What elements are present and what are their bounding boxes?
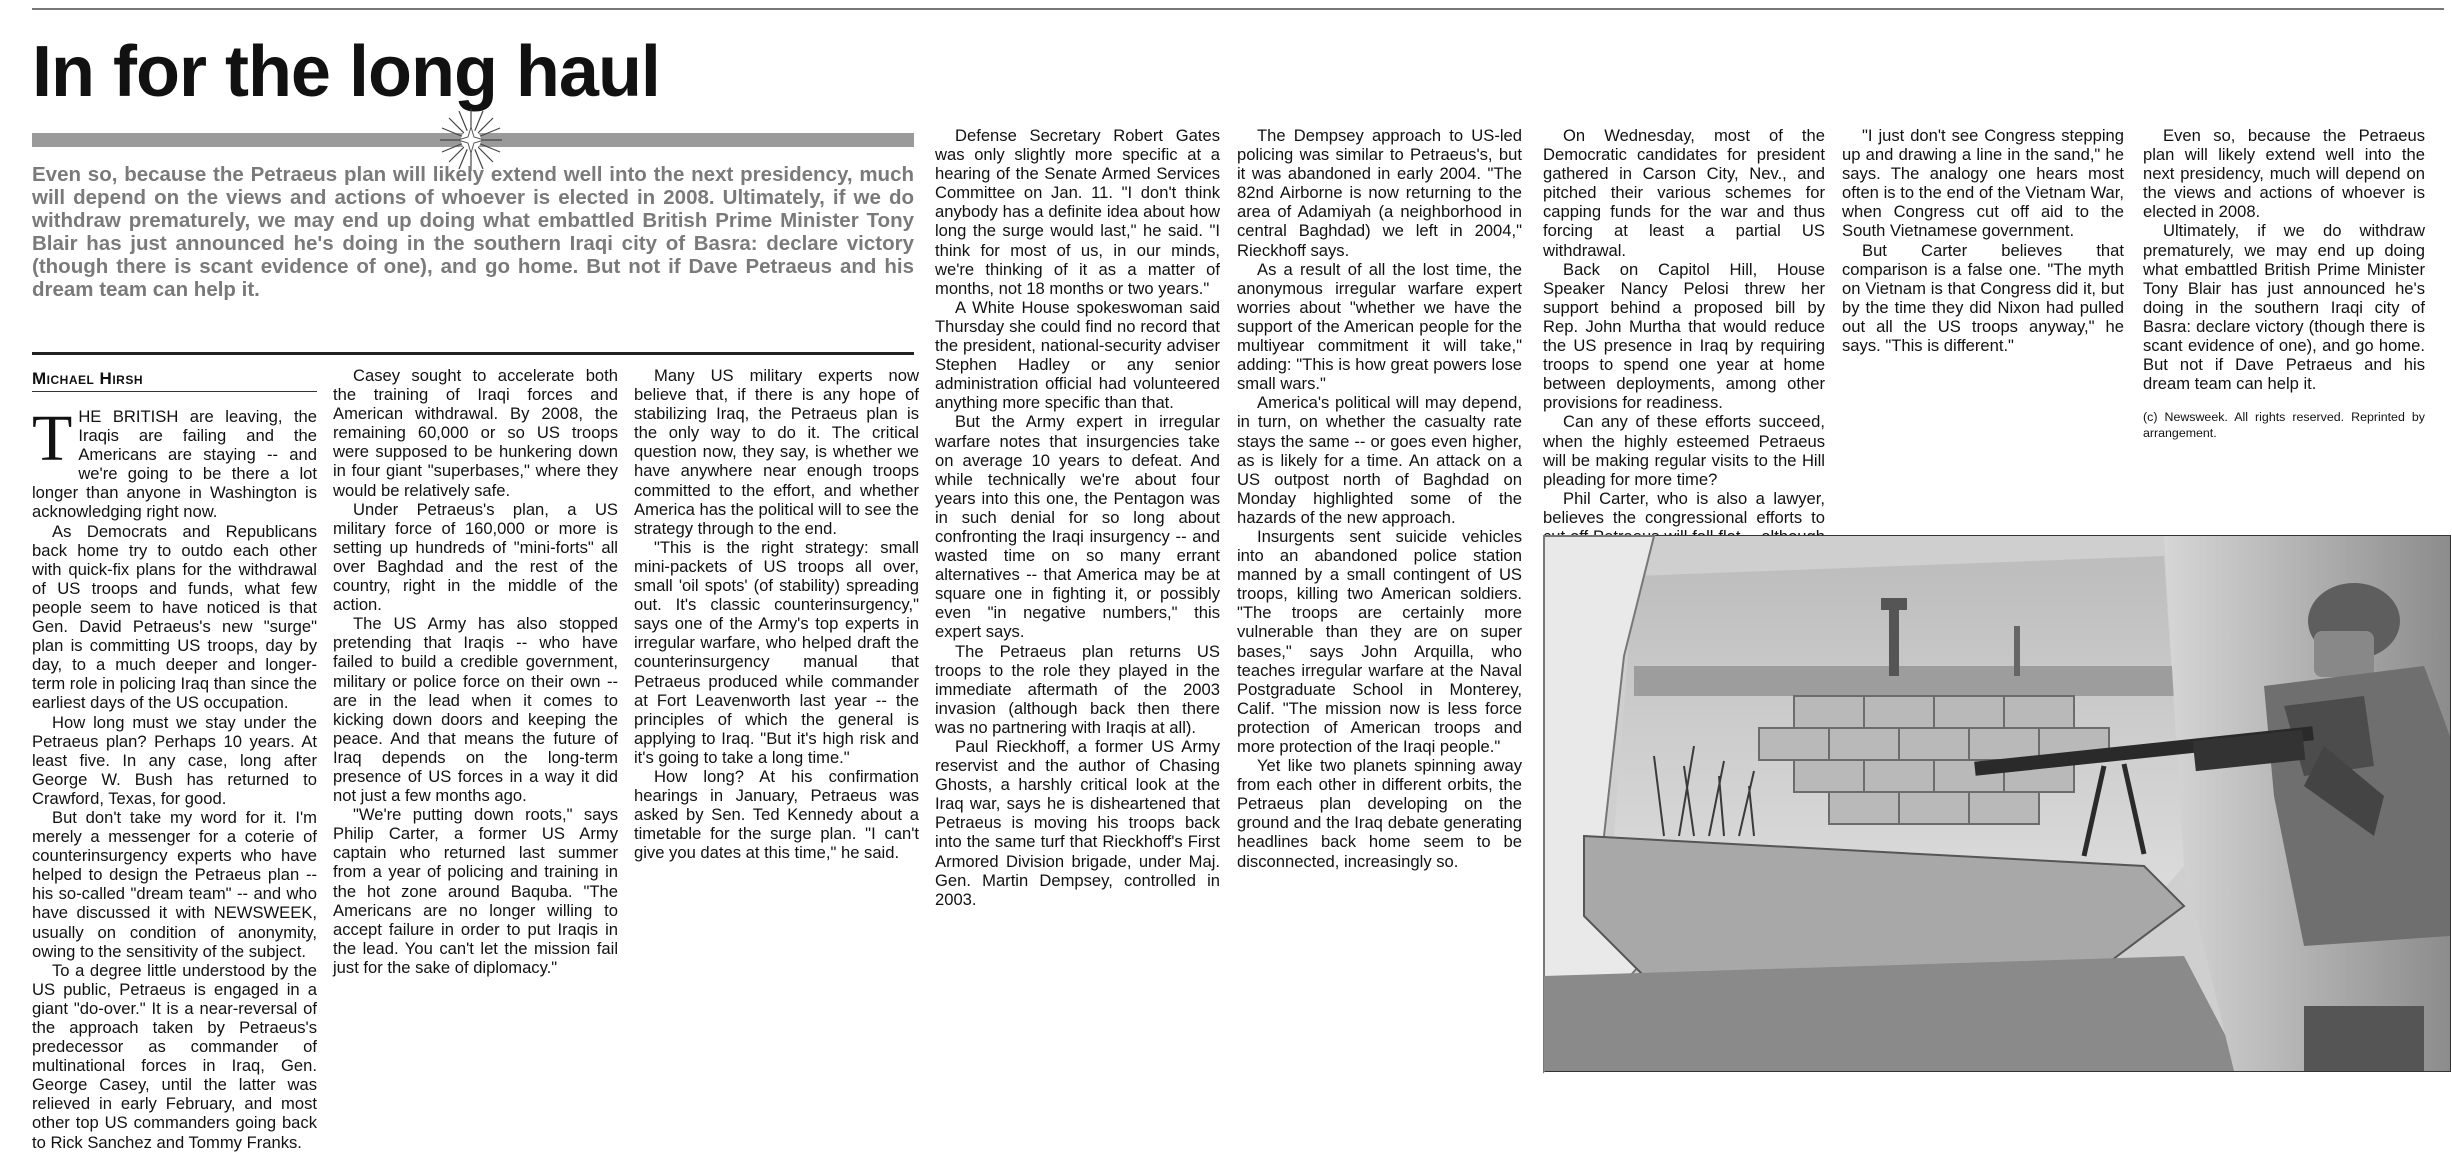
paragraph: But Carter believes that comparison is a false one. "The myth on Vietnam is that Congress did it, but by the time they did Nixon had pulled out all the US troops anyway," he says. "This is different." [1842,240,2124,356]
dropcap: T [32,402,73,475]
paragraph: Yet like two planets spinning away from each other in different orbits, the Petraeus plan developing on the ground and the Iraq debate generating headlines back home seem to be disconnected, increasingly so. [1237,756,1522,871]
lead-text: are leaving, the Iraqis are failing and the Americans are staying -- and we're going to be there a lot longer than anyone in Washington is acknowledging right now. [32,407,318,522]
column-1 [32,402,318,1152]
paragraph: To a degree little understood by the US public, Petraeus is engaged in a giant "do-over." It is a near-reversal of the approach taken by Petraeus's predecessor as commander of multinational forces in Iraq, Gen. George Casey, until the latter was relieved in early February, and most other top US commanders going back to Rick Sanchez and Tommy Franks. [32,960,317,1152]
paragraph: The Petraeus plan returns US troops to the role they played in the immediate aftermath of the 2003 invasion (although back then there was no partnering with Iraqis at all). [935,641,1220,737]
column-5 [1237,126,1522,1073]
paragraph: Casey sought to accelerate both the training of Iraqi forces and American withdrawal. By 2008, the remaining 60,000 or so US troops were supposed to be hunkering down in four giant "superbases," where they would be relatively safe. [333,366,618,500]
paragraph: "We're putting down roots," says Philip Carter, a former US Army captain who returned last summer from a year of policing and training in the hot zone around Baquba. "The Americans are no longer willing to accept failure in order to put Iraqis in the lead. You can't let the mission fail just for the sake of diplomacy." [333,805,618,977]
paragraph: The US Army has also stopped pretending that Iraqis -- who have failed to build a credible government, military or police force on their own -- are in the lead when it comes to kicking down doors and keeping the peace. And that means the future of Iraq depends on the long-term presence of US forces in a way it did not just a few months ago. [333,614,618,806]
paragraph: Defense Secretary Robert Gates was only slightly more specific at a hearing of the Senate Armed Services Committee on Jan. 11. "I don't think anybody has a definite idea about how long the surge would last," he said. "I think for most of us, in our minds, we're thinking of it as a matter of months, not 18 months or two years." [935,126,1220,298]
paragraph: But the Army expert in irregular warfare notes that insurgencies take on average 10 years to defeat. And while technically we're about four years into this one, the Pentagon was in such denial for so long about confronting the Iraqi insurgency -- and wasted time on so many errant alternatives -- that America may be at square one in fighting it, or possibly even "in negative numbers," this expert says. [935,412,1220,642]
paragraph: A White House spokeswoman said Thursday she could find no record that the president, national-security adviser Stephen Hadley or any senior administration official had volunteered anything more specific than that. [935,297,1220,413]
byline-underline [32,391,317,392]
headline: In for the long haul [32,32,660,112]
paragraph: But don't take my word for it. I'm merely a messenger for a coterie of counterinsurgency experts who have helped to design the Petraeus plan -- his so-called "dream team" -- and who have discussed it with NEWSWEEK, usually on condition of anonymity, owing to the sensitivity of the subject. [32,807,317,961]
paragraph: "I just don't see Congress stepping up and drawing a line in the sand," he says. The analogy one hears most often is to the end of the Vietnam War, when Congress cut off aid to the South Vietnamese government. [1842,126,2124,241]
lead-paragraph [32,402,318,522]
top-rule [32,8,2444,10]
paragraph: How long must we stay under the Petraeus plan? Perhaps 10 years. At least five. In any case, long after George W. Bush has returned to Crawford, Texas, for good. [32,712,317,808]
column-4 [935,126,1220,1073]
paragraph: Back on Capitol Hill, House Speaker Nancy Pelosi threw her support behind a proposed bill by Rep. John Murtha that would reduce the US presence in Iraq by requiring troops to spend one year at home between deployments, among other provisions for readiness. [1543,259,1825,413]
column-2 [333,366,618,1073]
column-3 [634,366,919,1073]
column-7 [1842,126,2124,531]
paragraph: Paul Rieckhoff, a former US Army reservist and the author of Chasing Ghosts, a harshly critical look at the Iraq war, says he is disheartened that Petraeus is moving his troops back into the same turf that Rieckhoff's First Armored Division brigade, under Maj. Gen. Martin Dempsey, controlled in 2003. [935,737,1220,909]
paragraph: Phil Carter, who is also a lawyer, believes the congressional efforts to [1543,488,1825,527]
column-8 [2143,126,2425,531]
paragraph: Even so, because the Petraeus plan will likely extend well into the next presidency, much will depend on the views and actions of whoever is elected in 2008. [2143,126,2425,222]
paragraph: How long? At his confirmation hearings in January, Petraeus was asked by Sen. Ted Kennedy about a timetable for the surge plan. "I can't give you dates at this time," he said. [634,766,919,863]
soldier-photo-illustration [1544,536,2450,1071]
paragraph: "This is the right strategy: small mini-packets of US troops all over, small 'oil spots' (of stability) spreading out. It's classic counterinsurgency," says one of the Army's top experts in irregular warfare, who helped draft the counterinsurgency manual that Petraeus produced while commander at Fort Leavenworth last year -- the principles of which the general is applying to Iraq. "But it's high risk and it's going to take a long time." [634,537,919,767]
paragraph: The Dempsey approach to US-led policing was similar to Petraeus's, but it was abandoned in early 2004. "The 82nd Airborne is now returning to the area of Adamiyah (a neighborhood in central Baghdad) we left in 2004," Rieckhoff says. [1237,126,1522,260]
paragraph: Can any of these efforts succeed, when the highly esteemed Petraeus will be making regular visits to the Hill pleading for more time? [1543,412,1825,489]
paragraph: Many US military experts now believe that, if there is any hope of stabilizing Iraq, the Petraeus plan is the only way to do it. The critical question now, they say, is whether we have anywhere near enough troops committed to the effort, and whether America has the political will to see the strategy through to the end. [634,366,919,538]
soldier-photo [1543,535,2451,1072]
column-6 [1543,126,1825,531]
paragraph: Ultimately, if we do withdraw prematurely, we may end up doing what embattled British Prime Minister Tony Blair has just announced he's doing in the southern Iraqi city of Basra: declare victory (though there is scant evidence of one), and go home. But not if Dave Petraeus and his dream team can help it. [2143,221,2425,394]
paragraph: As Democrats and Republicans back home try to outdo each other with quick-fix plans for the withdrawal of US troops and funds, what few people seem to have noticed is that Gen. David Petraeus's new "surge" plan is committing US troops, day by day, to a much deeper and longer-term role in policing Iraq than since the earliest days of the US occupation. [32,521,318,713]
paragraph: Under Petraeus's plan, a US military force of 160,000 or more is setting up hundreds of "mini-forts" all over Baghdad and the rest of the country, right in the middle of the action. [333,499,618,615]
paragraph: As a result of all the lost time, the anonymous irregular warfare expert worries about "whether we have the support of the American people for the multiyear commitment it will take," adding: "This is how great powers lose small wars." [1237,259,1522,394]
paragraph: America's political will may depend, in turn, on whether the casualty rate stays the same -- or goes even higher, as is likely for a time. An attack on a US outpost north of Baghdad on Monday highlighted some of the hazards of the new approach. [1237,393,1522,527]
deck-summary: Even so, because the Petraeus plan will likely extend well into the next presidency, much will depend on the views and actions of whoever is elected in 2008. Ultimately, if we do withdraw prematurely, we may end up doing what embattled British Prime Minister Tony Blair has just announced he's doing in the southern Iraqi city of Basra: declare victory (though there is scant evidence of one), and go home. But not if Dave Petraeus and his dream team can help it. [32,163,914,301]
byline-rule [32,352,914,355]
copyright-credit: (c) Newsweek. All rights reserved. Reprinted by arrangement. [2143,410,2425,441]
byline: Michael Hirsh [32,369,143,388]
paragraph: On Wednesday, most of the Democratic candidates for president gathered in Carson City, Nev., and pitched their various schemes for capping funds for the war and thus forcing at least a partial US withdrawal. [1543,126,1825,260]
lead-caps: HE BRITISH [78,407,179,426]
paragraph: Insurgents sent suicide vehicles into an abandoned police station manned by a small contingent of US troops, killing two American soldiers. "The troops are certainly more vulnerable than they are on super bases," says John Arquilla, who teaches irregular warfare at the Naval Postgraduate School in Monterey, Calif. "The mission now is less force protection of American troops and more protection of the Iraqi people." [1237,526,1522,756]
